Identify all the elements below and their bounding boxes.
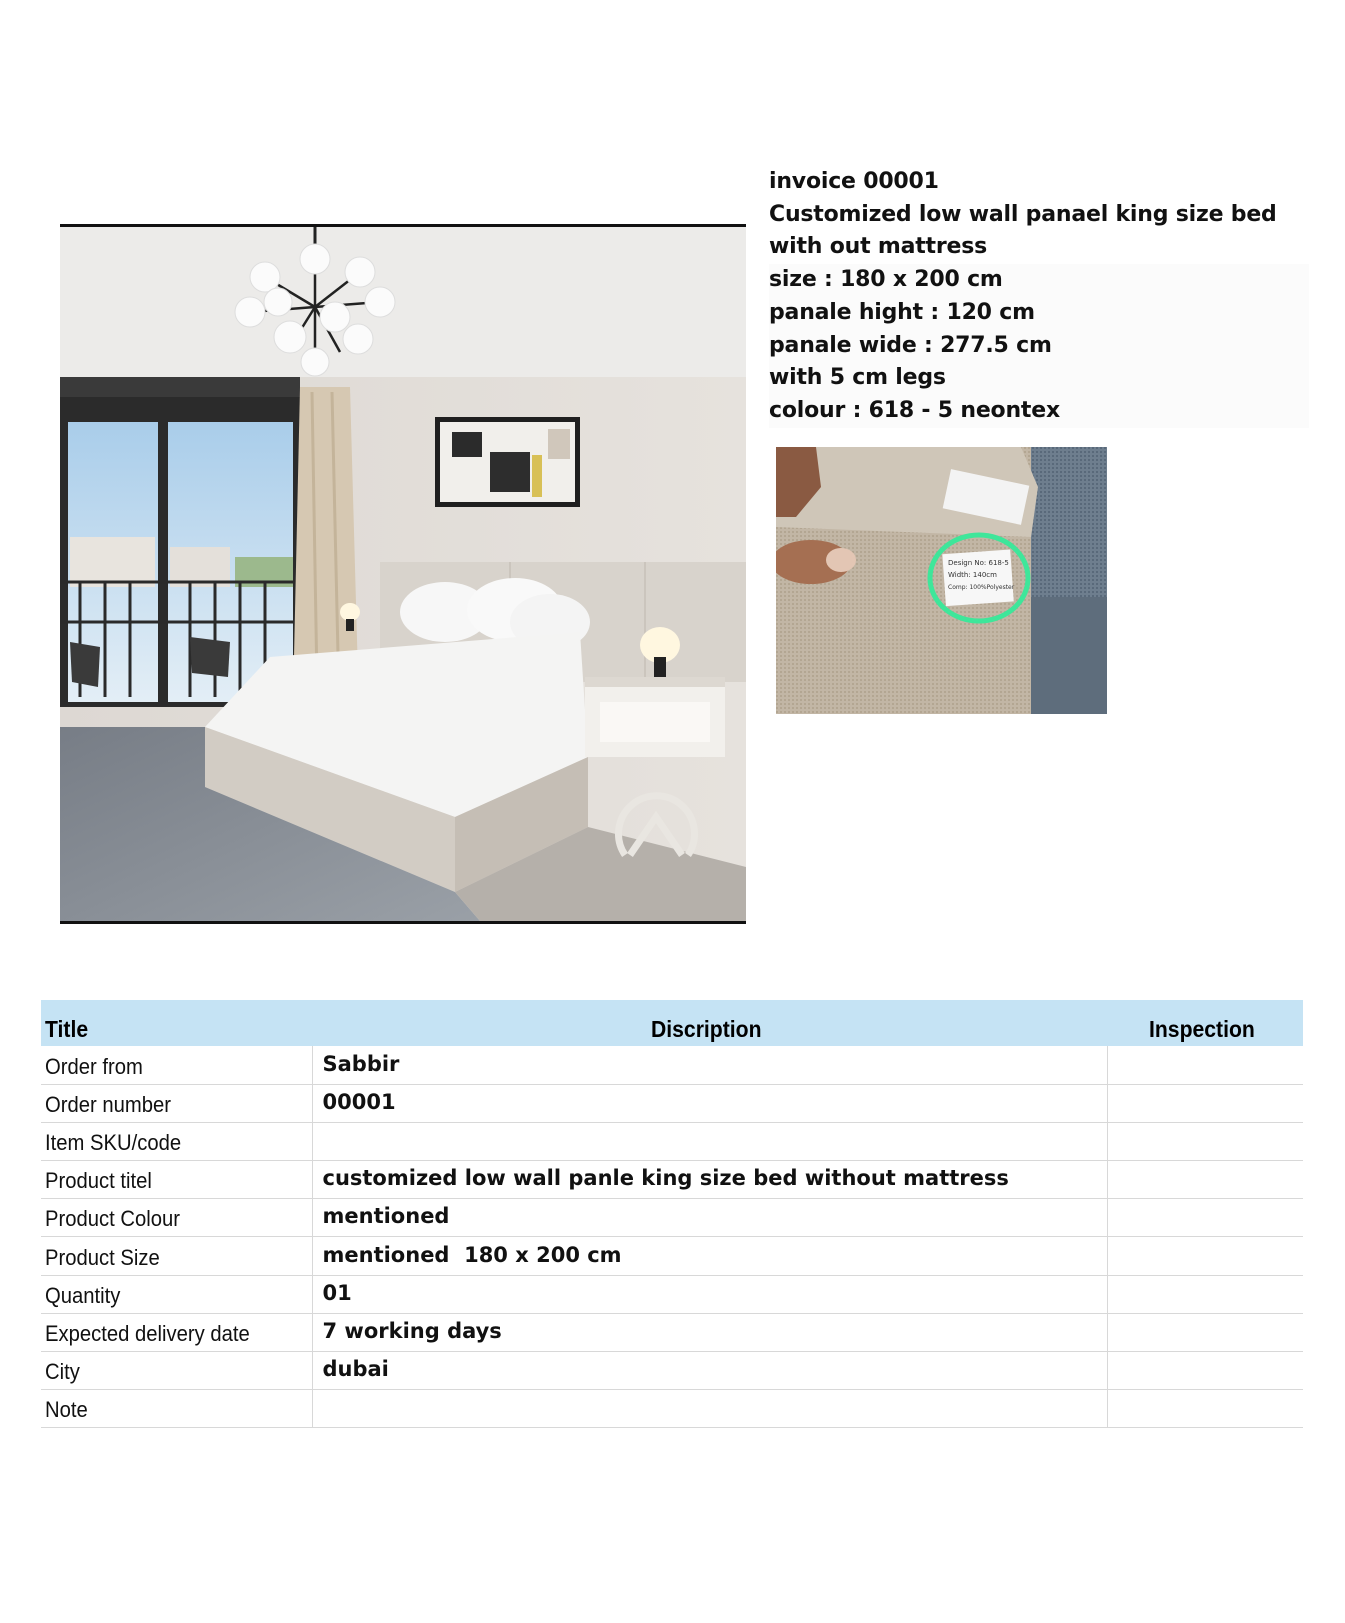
table-row [41, 1275, 1303, 1313]
row-label: Product Size [41, 1237, 312, 1275]
table-row [41, 1352, 1303, 1390]
swatch-label-line-1: Design No: 618-5 [948, 559, 1009, 567]
row-inspection[interactable] [1107, 1237, 1303, 1275]
row-label: Item SKU/code [41, 1122, 312, 1160]
swatch-label-line-3: Comp: 100%Polyester [948, 584, 1015, 591]
row-value: customized low wall panle king size bed without mattress [312, 1161, 1107, 1199]
panel-height: panale hight : 120 cm [769, 297, 1309, 330]
row-value: 00001 [312, 1084, 1107, 1122]
row-inspection[interactable] [1107, 1122, 1303, 1160]
panel-width: panale wide : 277.5 cm [769, 330, 1309, 363]
invoice-number: invoice 00001 [769, 169, 939, 194]
bedroom-illustration [60, 227, 746, 921]
order-table [41, 1000, 1303, 1428]
fabric-swatch-photo [776, 447, 1107, 714]
table-row [41, 1046, 1303, 1084]
row-value: dubai [312, 1352, 1107, 1390]
row-label: City [41, 1352, 312, 1390]
product-title: Customized low wall panael king size bed with out mattress [769, 201, 1277, 260]
table-row [41, 1237, 1303, 1275]
row-label: Quantity [41, 1275, 312, 1313]
row-label: Order number [41, 1084, 312, 1122]
row-value: mentioned 180 x 200 cm [312, 1237, 1107, 1275]
bedroom-photo [60, 224, 746, 924]
header-title: Title [41, 1000, 312, 1046]
row-inspection[interactable] [1107, 1199, 1303, 1237]
table-row [41, 1161, 1303, 1199]
header-description: Discription [312, 1000, 1107, 1046]
fabric-illustration [776, 447, 1107, 714]
colour-spec: colour : 618 - 5 neontex [769, 395, 1309, 428]
product-size: size : 180 x 200 cm [769, 264, 1309, 297]
row-value: 7 working days [312, 1313, 1107, 1351]
row-value: Sabbir [312, 1046, 1107, 1084]
row-label: Product Colour [41, 1199, 312, 1237]
row-inspection[interactable] [1107, 1161, 1303, 1199]
row-label: Order from [41, 1046, 312, 1084]
row-inspection[interactable] [1107, 1313, 1303, 1351]
row-label: Expected delivery date [41, 1313, 312, 1351]
table-row [41, 1122, 1303, 1160]
row-label: Note [41, 1390, 312, 1428]
row-inspection[interactable] [1107, 1046, 1303, 1084]
table-header-row [41, 1000, 1303, 1046]
row-value [312, 1390, 1107, 1428]
swatch-label-line-2: Width: 140cm [948, 571, 997, 579]
row-value [312, 1122, 1107, 1160]
row-value: 01 [312, 1275, 1107, 1313]
table-row [41, 1199, 1303, 1237]
legs-spec: with 5 cm legs [769, 362, 1309, 395]
row-label: Product titel [41, 1161, 312, 1199]
product-spec-block [769, 166, 1309, 428]
row-inspection[interactable] [1107, 1352, 1303, 1390]
table-row [41, 1390, 1303, 1428]
row-inspection[interactable] [1107, 1275, 1303, 1313]
header-inspection: Inspection [1107, 1000, 1303, 1046]
row-inspection[interactable] [1107, 1390, 1303, 1428]
row-inspection[interactable] [1107, 1084, 1303, 1122]
table-row [41, 1084, 1303, 1122]
table-row [41, 1313, 1303, 1351]
row-value: mentioned [312, 1199, 1107, 1237]
